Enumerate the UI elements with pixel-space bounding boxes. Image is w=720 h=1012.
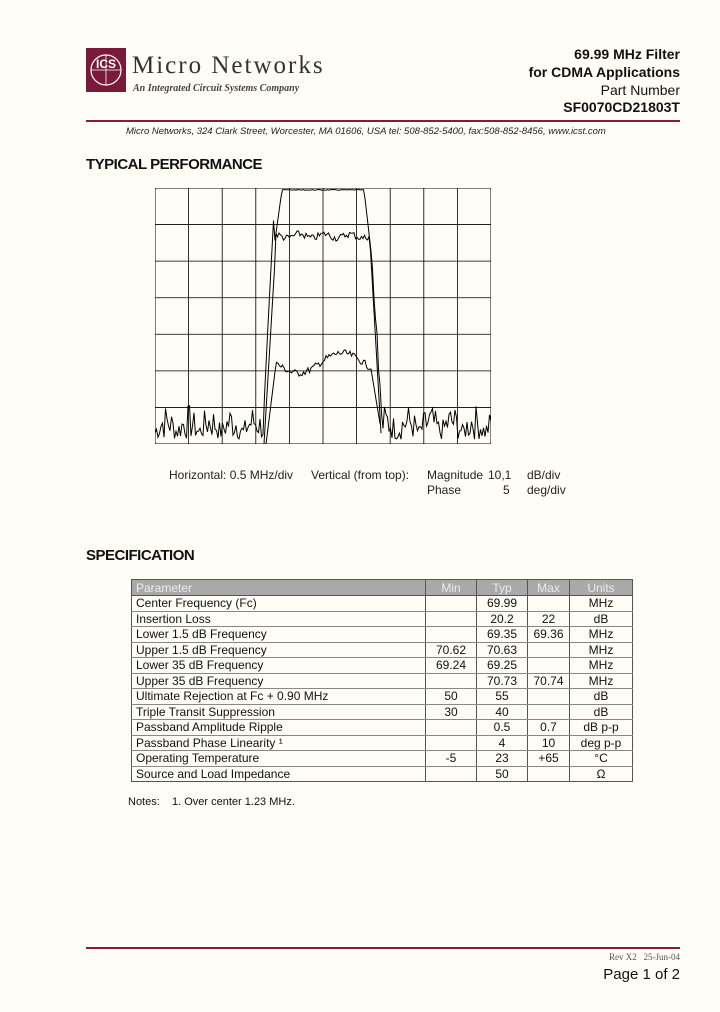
cell-param: Passband Amplitude Ripple [132,720,426,736]
cell-param: Passband Phase Linearity ¹ [132,735,426,751]
page-number: Page 1 of 2 [603,966,680,983]
cell-param: Ultimate Rejection at Fc + 0.90 MHz [132,689,426,705]
cell-typ: 70.73 [477,673,528,689]
cell-typ: 23 [477,751,528,767]
cell-units: deg p-p [570,735,633,751]
cell-typ: 50 [477,766,528,782]
cell-units: Ω [570,766,633,782]
cell-param: Insertion Loss [132,611,426,627]
cell-units: MHz [570,658,633,674]
phase-unit: deg/div [527,483,566,497]
col-typ: Typ [477,580,528,596]
cell-typ: 40 [477,704,528,720]
cell-min: -5 [426,751,477,767]
cell-units: MHz [570,673,633,689]
horizontal-scale: Horizontal: 0.5 MHz/div [169,468,294,482]
magnitude-value: 10,1 [488,468,512,482]
cell-units: dB [570,704,633,720]
cell-max: 69.36 [528,627,570,643]
cell-units: dB [570,689,633,705]
table-row [132,751,633,767]
cell-min: 70.62 [426,642,477,658]
cell-max [528,642,570,658]
cell-min: 69.24 [426,658,477,674]
phase-label: Phase [427,483,462,497]
cell-typ: 69.25 [477,658,528,674]
company-name: Micro Networks [132,52,325,79]
cell-typ: 70.63 [477,642,528,658]
col-units: Units [570,580,633,596]
cell-max: +65 [528,751,570,767]
cell-max [528,658,570,674]
cell-units: dB [570,611,633,627]
cell-param: Lower 35 dB Frequency [132,658,426,674]
cell-max: 22 [528,611,570,627]
magnitude-label: Magnitude [427,468,484,482]
cell-typ: 0.5 [477,720,528,736]
table-row [132,704,633,720]
header-rule [86,120,680,122]
footer-rule [86,947,680,949]
cell-min [426,766,477,782]
cell-typ: 69.35 [477,627,528,643]
cell-typ: 55 [477,689,528,705]
company-tagline: An Integrated Circuit Systems Company [133,83,300,94]
specification-table [131,579,633,782]
specification-title: SPECIFICATION [86,547,195,564]
col-min: Min [426,580,477,596]
cell-units: MHz [570,596,633,612]
vertical-scale-label: Vertical (from top): [311,468,410,482]
table-row [132,642,633,658]
table-row [132,627,633,643]
cell-typ: 20.2 [477,611,528,627]
performance-title: TYPICAL PERFORMANCE [86,156,263,173]
cell-min [426,627,477,643]
table-row [132,673,633,689]
table-row [132,735,633,751]
cell-param: Operating Temperature [132,751,426,767]
cell-units: MHz [570,642,633,658]
cell-max: 70.74 [528,673,570,689]
logo-text: ICS [95,57,117,71]
revision: Rev X2 25-Jun-04 [609,952,680,962]
performance-plot [155,188,491,444]
part-number-label: Part Number [600,82,680,98]
notes: Notes: 1. Over center 1.23 MHz. [128,796,295,808]
col-max: Max [528,580,570,596]
table-row [132,596,633,612]
cell-min [426,596,477,612]
cell-param: Upper 35 dB Frequency [132,673,426,689]
cell-param: Triple Transit Suppression [132,704,426,720]
cell-max [528,689,570,705]
table-row [132,720,633,736]
table-row [132,658,633,674]
cell-min [426,735,477,751]
cell-min [426,611,477,627]
cell-typ: 69.99 [477,596,528,612]
cell-units: dB p-p [570,720,633,736]
cell-max [528,596,570,612]
table-row [132,689,633,705]
cell-min [426,720,477,736]
magnitude-unit: dB/div [527,468,561,482]
table-header-row [132,580,633,596]
title-line-2: for CDMA Applications [528,64,680,80]
cell-param: Source and Load Impedance [132,766,426,782]
cell-min: 30 [426,704,477,720]
title-line-1: 69.99 MHz Filter [574,46,680,62]
cell-max: 10 [528,735,570,751]
table-row [132,611,633,627]
cell-param: Upper 1.5 dB Frequency [132,642,426,658]
cell-typ: 4 [477,735,528,751]
cell-max [528,704,570,720]
company-address: Micro Networks, 324 Clark Street, Worcester, MA 01606, USA tel: 508-852-5400, fax:508-852-8456, www.icst.com [126,126,606,137]
cell-units: MHz [570,627,633,643]
cell-max [528,766,570,782]
cell-min: 50 [426,689,477,705]
cell-units: °C [570,751,633,767]
cell-param: Center Frequency (Fc) [132,596,426,612]
col-parameter: Parameter [132,580,426,596]
cell-min [426,673,477,689]
table-row [132,766,633,782]
cell-max: 0.7 [528,720,570,736]
cell-param: Lower 1.5 dB Frequency [132,627,426,643]
part-number: SF0070CD21803T [563,99,680,115]
phase-value: 5 [503,483,510,497]
company-logo [86,48,126,92]
